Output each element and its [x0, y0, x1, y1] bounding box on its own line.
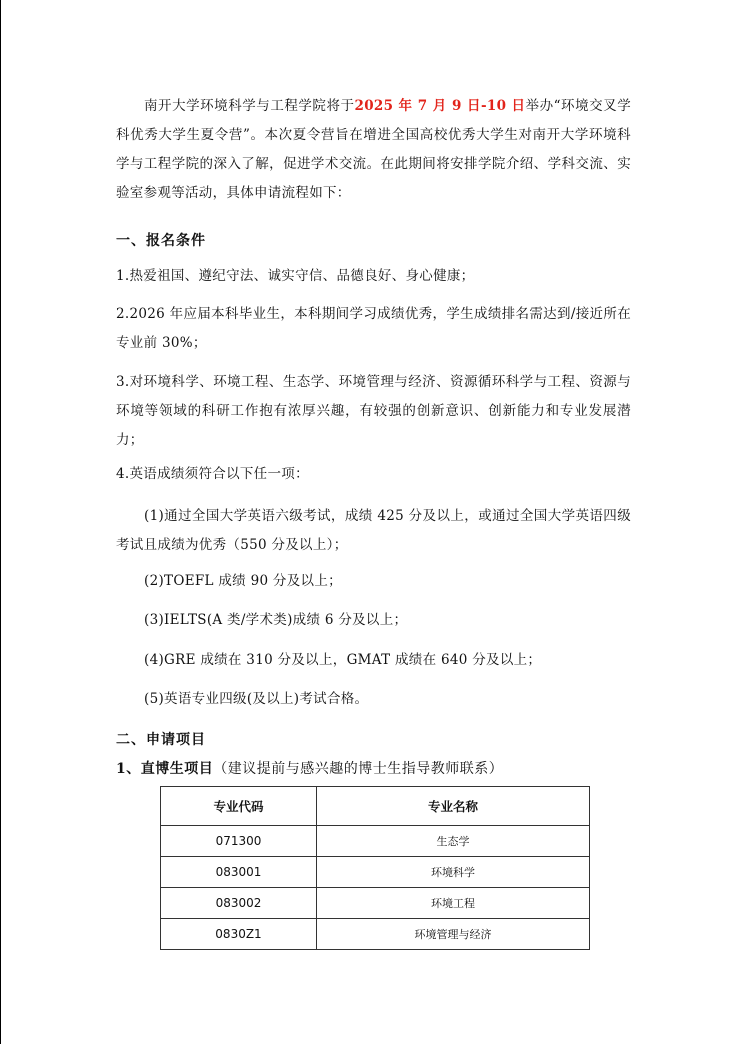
intro-date: 2025 年 7 月 9 日-10 日: [354, 98, 526, 114]
majors-table: [160, 786, 590, 950]
table-row: [161, 857, 590, 888]
table-row: [161, 888, 590, 919]
table-header-row: [161, 787, 590, 826]
section2-title: 二、申请项目: [116, 732, 206, 748]
major-name: 生态学: [317, 826, 590, 857]
page-left-border: [0, 0, 1, 1044]
english-option-4: (4)GRE 成绩在 310 分及以上，GMAT 成绩在 640 分及以上；: [144, 652, 542, 668]
major-code: 0830Z1: [161, 919, 317, 950]
requirement-4: 4.英语成绩须符合以下任一项：: [116, 466, 309, 482]
major-name: 环境科学: [317, 857, 590, 888]
direct-phd-note: （建议提前与感兴趣的博士生指导教师联系）: [213, 761, 504, 777]
direct-phd-label: 1、直博生项目: [116, 761, 214, 777]
major-name: 环境管理与经济: [317, 919, 590, 950]
english-option-1: (1)通过全国大学英语六级考试，成绩 425 分及以上，或通过全国大学英语四级考试且成绩为优秀（550 分及以上）；: [116, 508, 631, 553]
major-code: 083002: [161, 888, 317, 919]
table-row: [161, 826, 590, 857]
table-row: [161, 919, 590, 950]
requirement-1: 1.热爱祖国、遵纪守法、诚实守信、品德良好、身心健康；: [116, 268, 475, 284]
intro-text-before: 南开大学环境科学与工程学院将于: [144, 98, 355, 114]
major-name: 环境工程: [317, 888, 590, 919]
english-option-3: (3)IELTS(A 类/学术类)成绩 6 分及以上；: [144, 612, 408, 628]
english-option-2: (2)TOEFL 成绩 90 分及以上；: [144, 573, 342, 589]
major-code: 071300: [161, 826, 317, 857]
requirement-2: 2.2026 年应届本科毕业生，本科期间学习成绩优秀，学生成绩排名需达到/接近所在专业前 30%；: [116, 306, 631, 351]
direct-phd-heading: [116, 758, 503, 778]
intro-paragraph: [116, 92, 631, 208]
intro-text-after: 举办“环境交叉学科优秀大学生夏令营”。本次夏令营旨在增进全国高校优秀大学生对南开大学环境科学与工程学院的深入了解，促进学术交流。在此期间将安排学院介绍、学科交流、实验室参观等活动，具体申请流程如下：: [116, 98, 631, 201]
section1-title: 一、报名条件: [116, 233, 206, 249]
header-major-code: 专业代码: [161, 787, 317, 826]
major-code: 083001: [161, 857, 317, 888]
requirement-3: 3.对环境科学、环境工程、生态学、环境管理与经济、资源循环科学与工程、资源与环境等领域的科研工作抱有浓厚兴趣，有较强的创新意识、创新能力和专业发展潜力；: [116, 374, 631, 448]
english-option-5: (5)英语专业四级(及以上)考试合格。: [144, 691, 369, 707]
header-major-name: 专业名称: [317, 787, 590, 826]
